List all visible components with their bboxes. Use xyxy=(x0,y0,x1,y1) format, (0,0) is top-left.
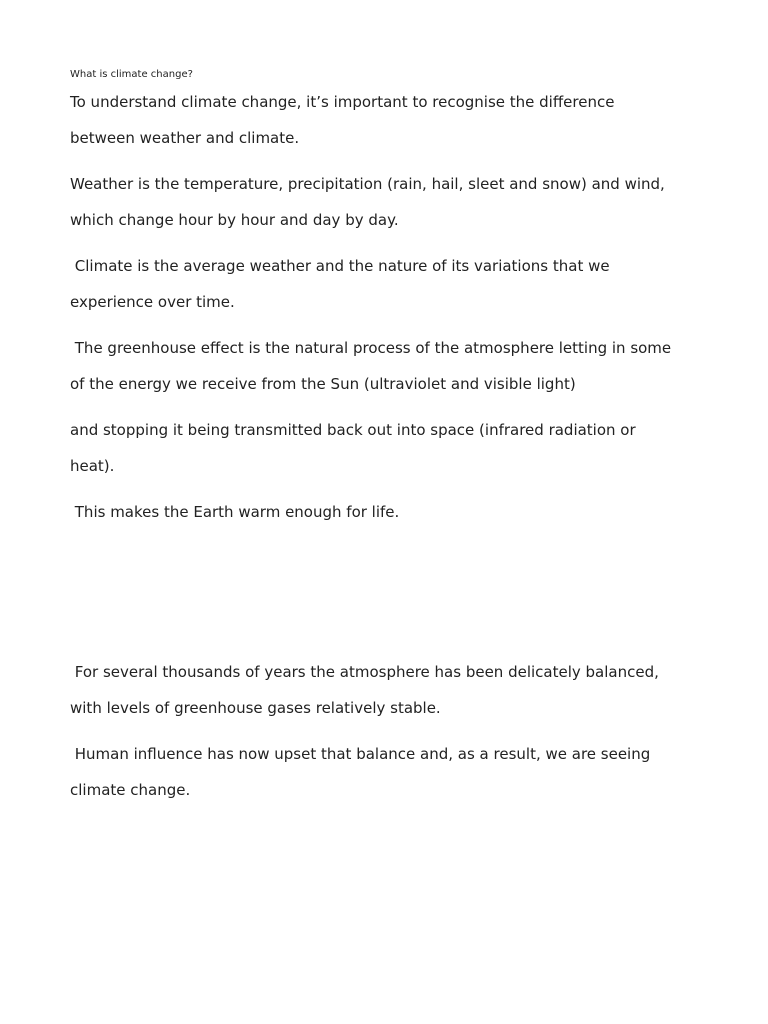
text-line: Climate is the average weather and the nature of its variations that we xyxy=(70,257,610,275)
text-line: Weather is the temperature, precipitation (rain, hail, sleet and snow) and wind, xyxy=(70,175,665,193)
text-line: climate change. xyxy=(70,781,191,799)
text-line: For several thousands of years the atmosphere has been delicately balanced, xyxy=(70,663,659,681)
text-line: This makes the Earth warm enough for life. xyxy=(70,503,400,521)
text-line: Human influence has now upset that balance and, as a result, we are seeing xyxy=(70,745,651,763)
text-line: and stopping it being transmitted back out into space (infrared radiation or xyxy=(70,421,636,439)
text-line: experience over time. xyxy=(70,293,235,311)
text-line: of the energy we receive from the Sun (ultraviolet and visible light) xyxy=(70,375,576,393)
text-line: which change hour by hour and day by day. xyxy=(70,211,399,229)
text-line: heat). xyxy=(70,457,115,475)
text-line: To understand climate change, it’s important to recognise the difference xyxy=(70,93,615,111)
text-line: between weather and climate. xyxy=(70,129,300,147)
text-line: The greenhouse effect is the natural process of the atmosphere letting in some xyxy=(70,339,672,357)
text-line: with levels of greenhouse gases relatively stable. xyxy=(70,699,441,717)
document-heading: What is climate change? xyxy=(70,69,193,80)
